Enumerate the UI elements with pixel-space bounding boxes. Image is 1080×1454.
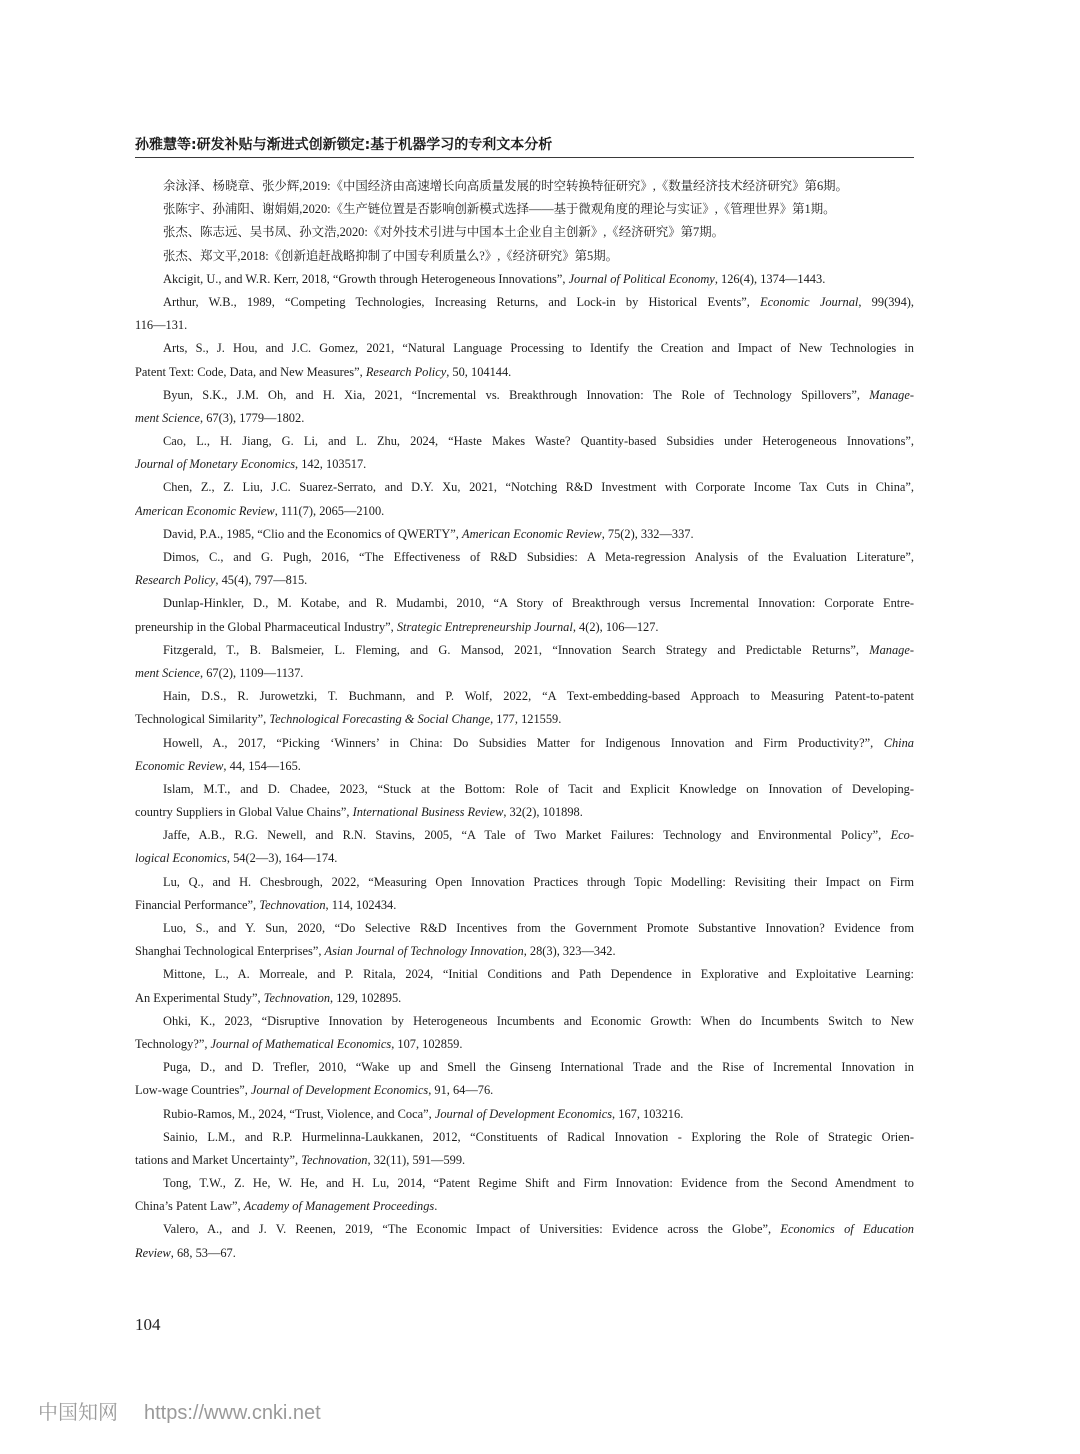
reference-text: Shanghai Technological Enterprises”,: [135, 944, 325, 959]
reference-item: [135, 778, 914, 824]
journal-title: Economic Review: [135, 758, 224, 773]
reference-text: Ohki, K., 2023, “Disruptive Innovation by Heterogeneous Incumbents and Economic Growth: When do Incumbents Switch to New: [163, 1013, 914, 1028]
reference-text: tations and Market Uncertainty”,: [135, 1152, 302, 1167]
reference-line: [135, 778, 914, 801]
reference-line: [135, 1010, 914, 1033]
journal-title: logical Economics: [135, 851, 227, 866]
journal-title: Journal of Development Economics: [434, 1106, 613, 1121]
reference-line: [135, 871, 914, 894]
reference-line: [135, 221, 914, 244]
reference-text: Cao, L., H. Jiang, G. Li, and L. Zhu, 2024, “Haste Makes Waste? Quantity-based Subsidies under Heterogeneous Innovations”,: [163, 434, 914, 449]
reference-line: [135, 963, 914, 986]
reference-text: , 111(7), 2065—2100.: [274, 503, 385, 518]
reference-item: [135, 430, 914, 476]
reference-item: [135, 917, 914, 963]
reference-text: , 114, 102434.: [325, 897, 397, 912]
reference-item: [135, 1056, 914, 1102]
reference-line: [135, 500, 914, 523]
reference-line: [135, 1056, 914, 1079]
reference-text: , 67(2), 1109—1137.: [200, 665, 304, 680]
reference-text: Technology?”,: [135, 1036, 211, 1051]
reference-item: [135, 1103, 914, 1126]
reference-text: 张陈宇、孙浦阳、谢娟娟,2020:《生产链位置是否影响创新模式选择——基于微观角度的理论与实证》,《管理世界》第1期。: [163, 202, 836, 217]
reference-text: Chen, Z., Z. Liu, J.C. Suarez-Serrato, and D.Y. Xu, 2021, “Notching R&D Investment with Corporate Income Tax Cuts in China”,: [163, 480, 914, 495]
reference-item: [135, 337, 914, 383]
reference-text: 张杰、陈志远、吴书凤、孙文浩,2020:《对外技术引进与中国本土企业自主创新》,《经济研究》第7期。: [163, 225, 725, 240]
reference-line: [135, 198, 914, 221]
reference-list: [135, 175, 914, 1265]
journal-title: Manage-: [869, 642, 914, 657]
reference-text: Luo, S., and Y. Sun, 2020, “Do Selective R&D Incentives from the Government Promote Substantive Innovation? Evidence from: [163, 921, 914, 935]
reference-text: Hain, D.S., R. Jurowetzki, T. Buchmann, and P. Wolf, 2022, “A Text-embedding-based Approach to Measuring Patent-to-patent: [163, 689, 914, 704]
reference-line: [135, 361, 914, 384]
reference-line: [135, 755, 914, 778]
reference-text: China’s Patent Law”,: [135, 1199, 244, 1214]
reference-text: 余泳泽、杨晓章、张少辉,2019:《中国经济由高速增长向高质量发展的时空转换特征研究》,《数量经济技术经济研究》第6期。: [163, 179, 848, 193]
reference-text: Howell, A., 2017, “Picking ‘Winners’ in China: Do Subsidies Matter for Indigenous Innovation and Firm Productivity?”,: [163, 735, 884, 750]
reference-line: [135, 1033, 914, 1056]
reference-line: [135, 476, 914, 499]
running-header-title: 孙雅慧等:研发补贴与渐进式创新锁定:基于机器学习的专利文本分析: [135, 137, 553, 153]
reference-line: [135, 1242, 914, 1265]
watermark-footer: [38, 1399, 321, 1425]
journal-title: Academy of Management Proceedings: [243, 1199, 435, 1214]
journal-title: Journal of Monetary Economics: [135, 457, 296, 472]
reference-text: country Suppliers in Global Value Chains”,: [135, 805, 353, 820]
reference-item: [135, 592, 914, 638]
reference-line: [135, 708, 914, 731]
reference-text: Valero, A., and J. V. Reenen, 2019, “The Economic Impact of Universities: Evidence across the Globe”,: [163, 1222, 781, 1237]
reference-item: [135, 476, 914, 522]
reference-item: [135, 639, 914, 685]
reference-text: Technological Similarity”,: [135, 712, 270, 727]
reference-text: , 129, 102895.: [330, 990, 402, 1005]
reference-text: Arts, S., J. Hou, and J.C. Gomez, 2021, “Natural Language Processing to Identify the Creation and Impact of New Technologies in: [163, 341, 914, 356]
reference-line: [135, 1149, 914, 1172]
reference-text: , 28(3), 323—342.: [523, 944, 616, 959]
reference-text: 张杰、郑文平,2018:《创新追赶战略抑制了中国专利质量么?》,《经济研究》第5期。: [163, 248, 619, 263]
journal-title: China: [883, 735, 914, 750]
reference-line: [135, 592, 914, 615]
reference-line: [135, 1195, 914, 1218]
journal-title: Journal of Political Economy: [568, 271, 715, 286]
reference-text: Patent Text: Code, Data, and New Measures”,: [135, 364, 366, 379]
reference-item: [135, 824, 914, 870]
reference-text: Jaffe, A.B., R.G. Newell, and R.N. Stavins, 2005, “A Tale of Two Market Failures: Technology and Environmental Policy”,: [163, 828, 891, 843]
reference-line: [135, 314, 914, 337]
reference-text: , 68, 53—67.: [170, 1245, 236, 1260]
reference-text: Puga, D., and D. Trefler, 2010, “Wake up and Smell the Ginseng International Trade and the Rise of Incremental Innovation in: [163, 1060, 914, 1075]
reference-line: [135, 662, 914, 685]
reference-line: [135, 824, 914, 847]
reference-line: [135, 1126, 914, 1149]
reference-text: , 50, 104144.: [446, 364, 512, 379]
journal-title: Journal of Development Economics: [250, 1083, 429, 1098]
reference-text: Dimos, C., and G. Pugh, 2016, “The Effectiveness of R&D Subsidies: A Meta-regression Analysis of the Evaluation Literature”,: [163, 550, 914, 564]
reference-line: [135, 940, 914, 963]
reference-text: Arthur, W.B., 1989, “Competing Technologies, Increasing Returns, and Lock-in by Historical Events”,: [163, 294, 761, 309]
reference-text: , 32(11), 591—599.: [367, 1152, 466, 1167]
journal-title: ment Science: [135, 410, 201, 425]
reference-item: [135, 1126, 914, 1172]
journal-title: Manage-: [869, 387, 914, 402]
reference-text: , 167, 103216.: [612, 1106, 684, 1121]
reference-line: [135, 917, 914, 940]
journal-title: International Business Review: [352, 805, 504, 820]
reference-text: An Experimental Study”,: [135, 990, 264, 1005]
reference-line: [135, 453, 914, 476]
reference-item: [135, 523, 914, 546]
reference-line: [135, 407, 914, 430]
reference-item: [135, 384, 914, 430]
reference-text: , 44, 154—165.: [223, 758, 301, 773]
journal-title: Asian Journal of Technology Innovation: [324, 944, 524, 959]
journal-title: American Economic Review: [462, 526, 602, 541]
journal-title: ment Science: [135, 665, 201, 680]
journal-title: Research Policy: [135, 573, 216, 588]
page-number: 104: [135, 1315, 161, 1334]
journal-title: Technovation: [301, 1152, 368, 1167]
reference-text: , 45(4), 797—815.: [215, 573, 308, 588]
journal-title: Economic Journal: [760, 294, 859, 309]
reference-text: .: [434, 1199, 438, 1214]
journal-title: Eco-: [890, 828, 914, 843]
reference-item: [135, 546, 914, 592]
reference-text: Rubio-Ramos, M., 2024, “Trust, Violence, and Coca”,: [163, 1106, 435, 1121]
site-url: https://www.cnki.net: [144, 1402, 321, 1424]
reference-line: [135, 268, 914, 291]
reference-text: , 54(2—3), 164—174.: [226, 851, 338, 866]
reference-line: [135, 569, 914, 592]
reference-text: , 32(2), 101898.: [503, 805, 583, 820]
reference-item: [135, 871, 914, 917]
journal-title: Review: [135, 1245, 171, 1260]
journal-title: Technovation: [263, 990, 331, 1005]
reference-line: [135, 291, 914, 314]
journal-title: Strategic Entrepreneurship Journal: [396, 619, 573, 634]
reference-text: Fitzgerald, T., B. Balsmeier, L. Fleming, and G. Mansod, 2021, “Innovation Search Strategy and Predictable Returns”,: [163, 642, 870, 657]
reference-text: Islam, M.T., and D. Chadee, 2023, “Stuck at the Bottom: Role of Tacit and Explicit Knowledge on Innovation of Developing-: [163, 781, 914, 796]
reference-text: , 142, 103517.: [295, 457, 367, 472]
reference-text: Dunlap-Hinkler, D., M. Kotabe, and R. Mudambi, 2010, “A Story of Breakthrough versus Incremental Innovation: Corporate Entre-: [163, 596, 914, 611]
reference-line: [135, 1172, 914, 1195]
reference-text: Sainio, L.M., and R.P. Hurmelinna-Laukkanen, 2012, “Constituents of Radical Innovation - Exploring the Role of Strategic Orien-: [163, 1129, 914, 1144]
reference-line: [135, 639, 914, 662]
reference-text: , 107, 102859.: [391, 1036, 463, 1051]
reference-item: [135, 1218, 914, 1264]
reference-text: , 67(3), 1779—1802.: [200, 410, 305, 425]
reference-line: [135, 732, 914, 755]
reference-line: [135, 801, 914, 824]
reference-line: [135, 337, 914, 360]
reference-text: Tong, T.W., Z. He, W. He, and H. Lu, 2014, “Patent Regime Shift and Firm Innovation: Evidence from the Second Amendment to: [163, 1176, 914, 1191]
reference-line: [135, 430, 914, 453]
reference-text: preneurship in the Global Pharmaceutical Industry”,: [135, 619, 397, 634]
reference-line: [135, 546, 914, 569]
journal-title: Technological Forecasting & Social Change: [269, 712, 491, 727]
reference-item: [135, 291, 914, 337]
reference-line: [135, 847, 914, 870]
reference-item: [135, 268, 914, 291]
reference-line: [135, 175, 914, 198]
reference-text: Low-wage Countries”,: [135, 1083, 251, 1098]
reference-line: [135, 685, 914, 708]
reference-text: , 177, 121559.: [490, 712, 562, 727]
site-name: 中国知网: [38, 1400, 118, 1424]
journal-title: Technovation: [259, 897, 326, 912]
reference-line: [135, 616, 914, 639]
reference-item: [135, 1010, 914, 1056]
journal-title: Research Policy: [365, 364, 447, 379]
reference-text: , 75(2), 332—337.: [601, 526, 694, 541]
reference-text: , 99(394),: [858, 294, 914, 309]
reference-item: [135, 963, 914, 1009]
journal-title: Economics of Education: [780, 1222, 914, 1237]
reference-text: Mittone, L., A. Morreale, and P. Ritala, 2024, “Initial Conditions and Path Dependence in Explorative and Exploitative Learning:: [163, 967, 914, 982]
reference-line: [135, 384, 914, 407]
journal-title: Journal of Mathematical Economics: [210, 1036, 392, 1051]
header-divider: [135, 157, 914, 158]
reference-text: David, P.A., 1985, “Clio and the Economics of QWERTY”,: [163, 526, 462, 541]
reference-line: [135, 1079, 914, 1102]
reference-text: Financial Performance”,: [135, 897, 260, 912]
reference-text: , 91, 64—76.: [428, 1083, 494, 1098]
reference-item: [135, 1172, 914, 1218]
reference-line: [135, 1103, 914, 1126]
reference-line: [135, 1218, 914, 1241]
reference-text: 116—131.: [135, 318, 188, 333]
reference-line: [135, 245, 914, 268]
reference-line: [135, 894, 914, 917]
reference-item: [135, 245, 914, 268]
reference-text: Byun, S.K., J.M. Oh, and H. Xia, 2021, “Incremental vs. Breakthrough Innovation: The Role of Technology Spillovers”,: [163, 387, 870, 402]
reference-item: [135, 732, 914, 778]
journal-title: American Economic Review: [135, 503, 275, 518]
reference-item: [135, 685, 914, 731]
reference-text: Akcigit, U., and W.R. Kerr, 2018, “Growth through Heterogeneous Innovations”,: [163, 271, 569, 286]
reference-line: [135, 523, 914, 546]
reference-text: , 126(4), 1374—1443.: [714, 271, 826, 286]
reference-line: [135, 987, 914, 1010]
reference-item: [135, 221, 914, 244]
reference-text: , 4(2), 106—127.: [572, 619, 659, 634]
reference-item: [135, 175, 914, 198]
reference-item: [135, 198, 914, 221]
reference-text: Lu, Q., and H. Chesbrough, 2022, “Measuring Open Innovation Practices through Topic Modelling: Revisiting their Impact on Firm: [163, 874, 914, 889]
